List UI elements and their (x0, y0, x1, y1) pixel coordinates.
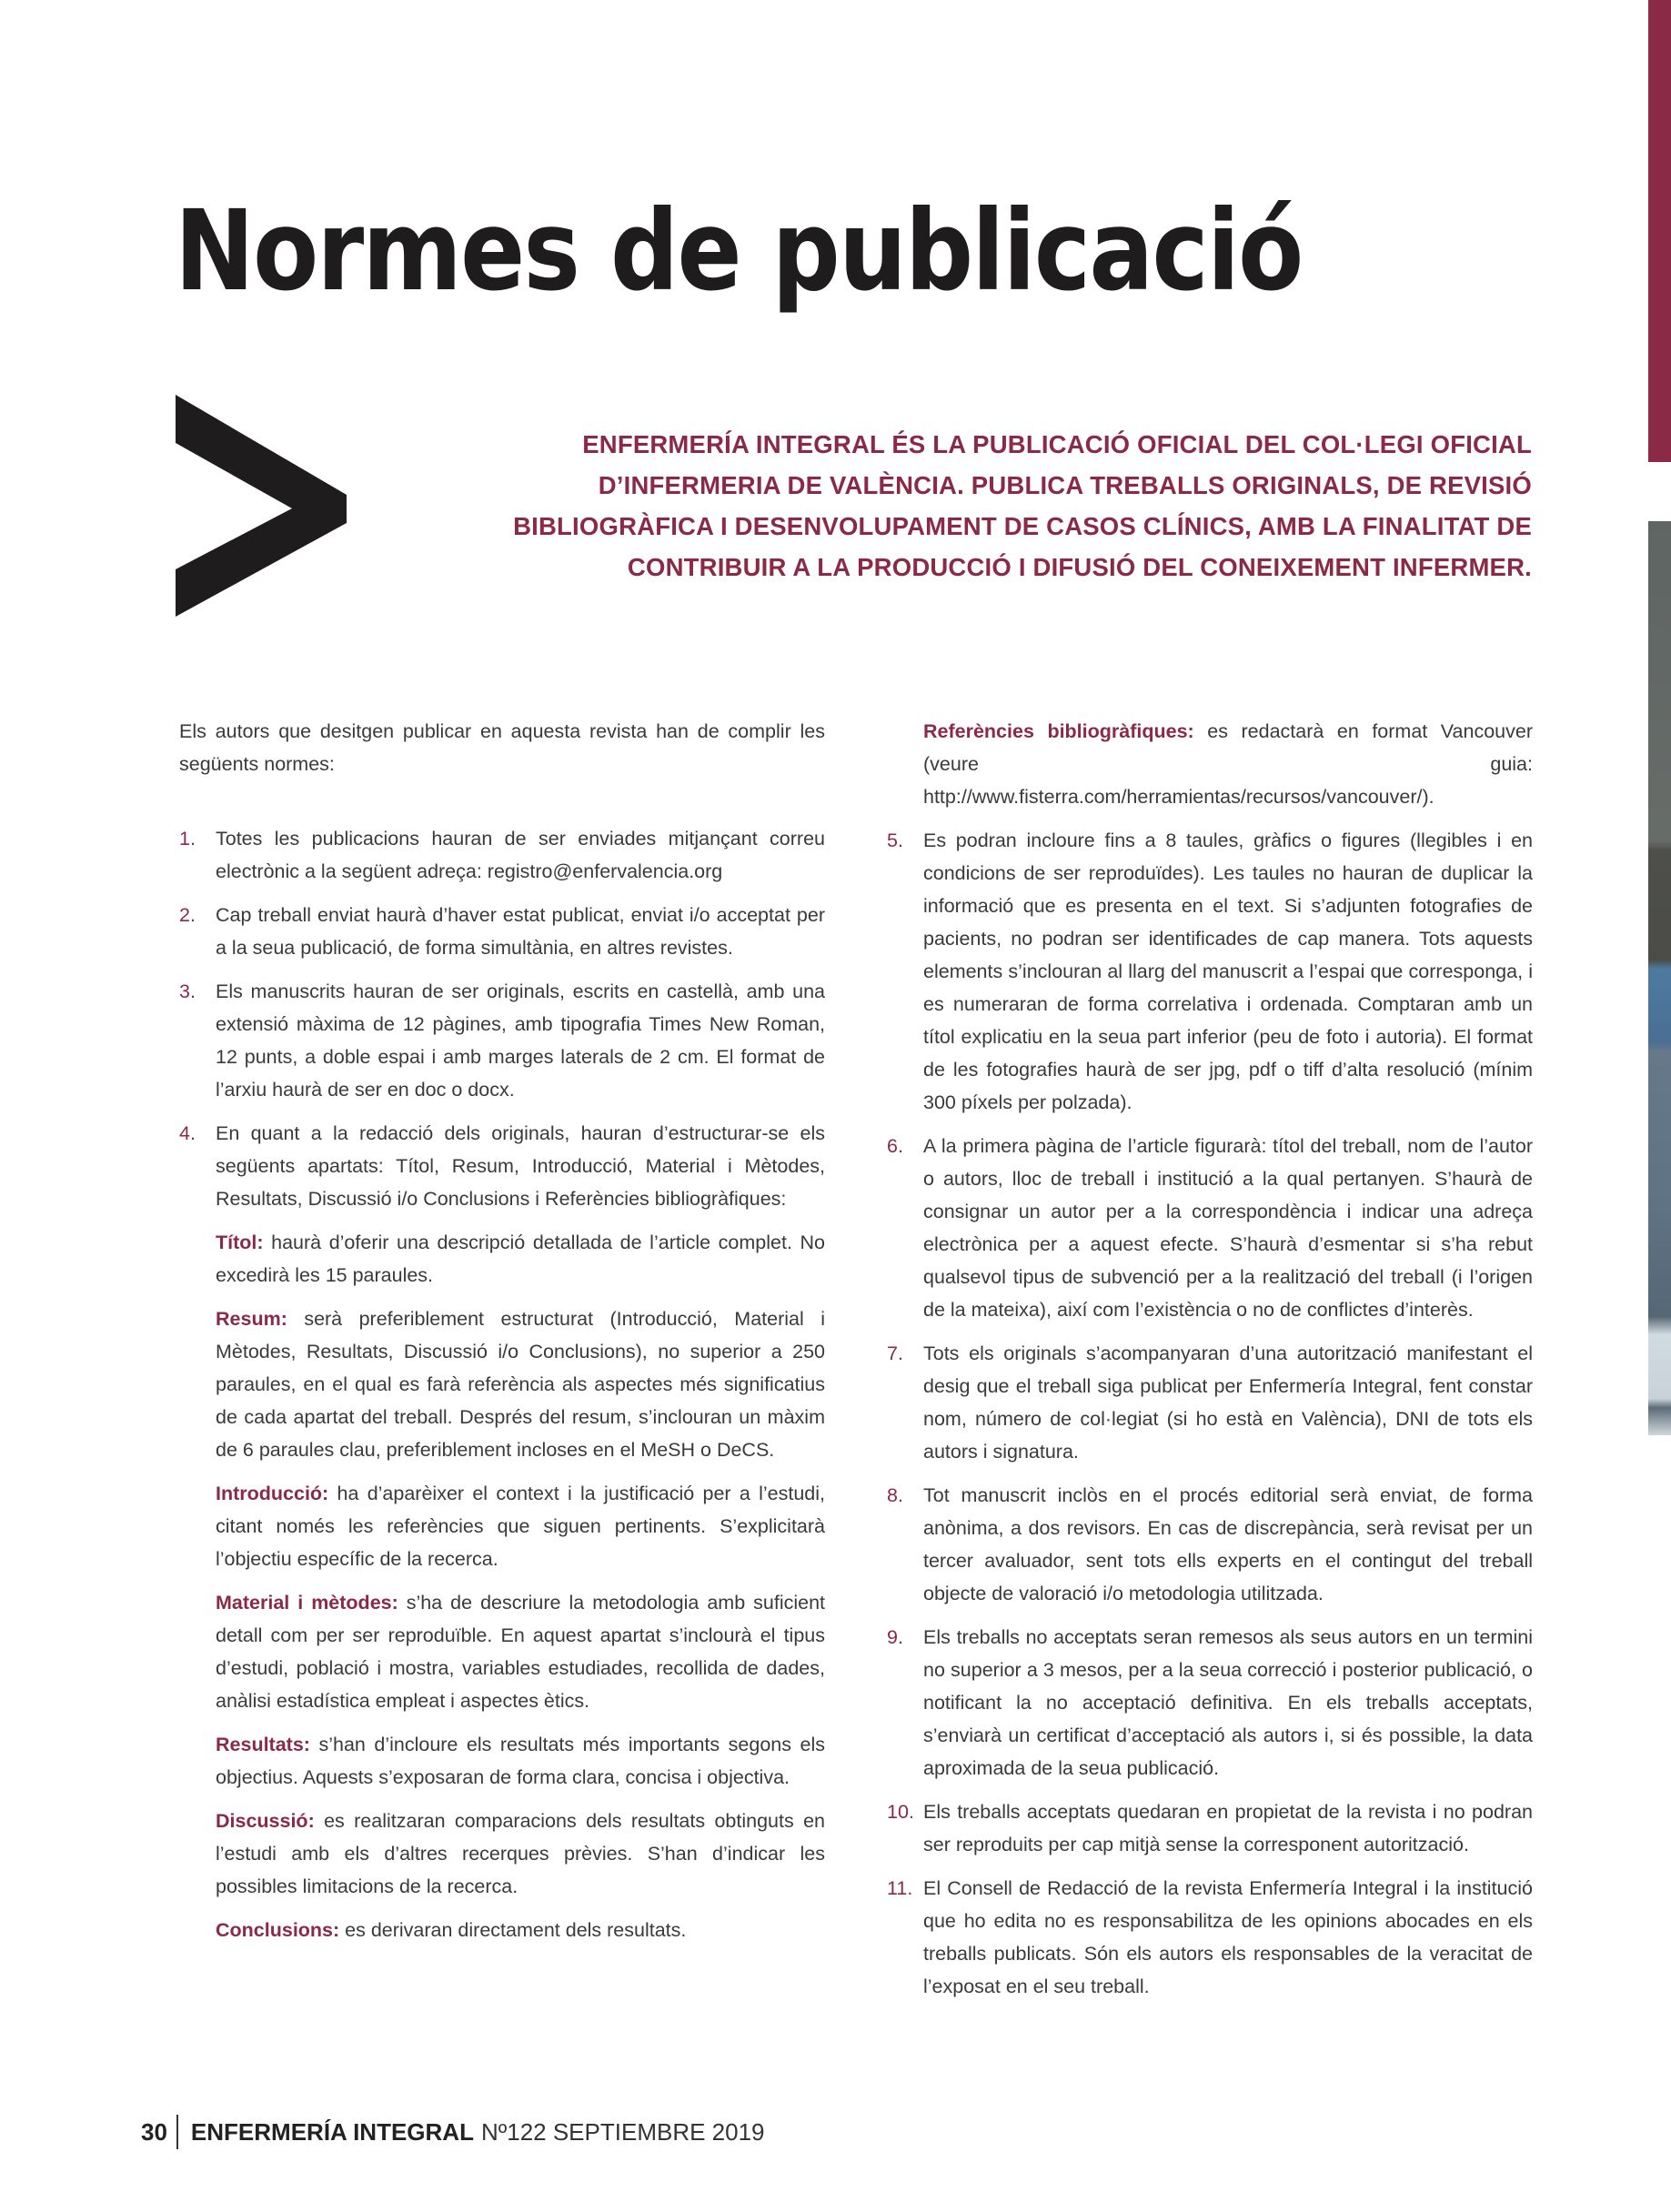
section-text: es redactarà en format Vancouver (veure guia: http://www.fisterra.com/herramientas/recursos/vancouver/). (923, 720, 1533, 808)
list-item (179, 1117, 825, 1215)
left-column (179, 715, 825, 1957)
list-item (887, 1872, 1533, 2003)
list-item (179, 975, 825, 1106)
section-material-metodes (179, 1586, 825, 1717)
item-text: Els manuscrits hauran de ser originals, escrits en castellà, amb una extensió màxima de 12 pàgines, amb tipografia Times New Roman, 12 punts, a doble espai i amb marges laterals de 2 cm. El format de l’arxiu haurà de ser en doc o docx. (216, 980, 825, 1101)
edge-accent-bar (1648, 0, 1671, 462)
page-title: Normes de publicació (175, 186, 1303, 316)
section-text: es derivaran directament dels resultats. (339, 1919, 687, 1941)
issue-info: Nº122 SEPTIEMBRE 2019 (480, 2117, 765, 2146)
item-text: Totes les publicacions hauran de ser enviades mitjançant correu electrònic a la següent adreça: registro@enfervalencia.org (216, 828, 825, 882)
section-label: Discussió: (216, 1810, 315, 1832)
section-resultats (179, 1728, 825, 1794)
item-number: 2. (179, 904, 196, 926)
item-text: El Consell de Redacció de la revista Enfermería Integral i la institució que ho edita no es responsabilitza de les opinions abocades en els treballs publicats. Són els autors els responsables de la veracitat de l’exposat en el seu treball. (923, 1877, 1533, 1997)
section-text: ha d’aparèixer el context i la justificació per a l’estudi, citant només les referències que siguen pertinents. S’explicitarà l’objectiu específic de la recerca. (216, 1483, 825, 1570)
item-text: A la primera pàgina de l’article figurarà: títol del treball, nom de l’autor o autors, lloc de treball i institució a la qual pertanyen. S’haurà de consignar un autor per a la correspondència i indicar una adreça electrònica per a aquest efecte. S’haurà d’esmentar si s’ha rebut qualsevol tipus de subvenció per a la realització del treball (i l’origen de la mateixa), així com l’existència o no de conflictes d’interès. (923, 1135, 1533, 1321)
item-text: En quant a la redacció dels originals, hauran d’estructurar-se els següents apartats: Títol, Resum, Introducció, Material i Mètodes, Resultats, Discussió i/o Conclusions i Referències bibliogràfiques: (216, 1122, 825, 1210)
section-label: Títol: (216, 1232, 264, 1253)
section-referencies (887, 715, 1533, 813)
item-text: Els treballs acceptats quedaran en propietat de la revista i no podran ser reproduits per cap mitjà sense la corresponent autorització. (923, 1801, 1533, 1855)
section-label: Resultats: (216, 1734, 310, 1755)
item-number: 6. (887, 1135, 903, 1157)
section-label: Introducció: (216, 1483, 329, 1504)
edge-photo-strip (1648, 521, 1671, 1435)
item-number: 5. (887, 830, 903, 851)
item-text: Es podran incloure fins a 8 taules, gràfics o figures (llegibles i en condicions de ser reproduïdes). Les taules no hauran de duplicar la informació que es presenta en el text. Si s’adjunten fotografies de pacients, no podran ser identificades de cap manera. Tots aquests elements s’inclouran al llarg del manuscrit a l’espai que corresponga, i es numeraran de forma correlativa i ordenada. Comptaran amb un títol explicatiu en la seua part inferior (peu de foto i autoria). El format de les fotografies haurà de ser jpg, pdf o tiff d’alta resolució (mínim 300 píxels per polzada). (923, 830, 1533, 1113)
item-number: 8. (887, 1484, 903, 1506)
item-number: 3. (179, 980, 196, 1002)
section-label: Material i mètodes: (216, 1592, 398, 1614)
section-text: serà preferiblement estructurat (Introducció, Material i Mètodes, Resultats, Discussió i/o Conclusions), no superior a 250 paraules, en el qual es farà referència als aspectes més significatius de cada apartat del treball. Després del resum, s’inclouran un màxim de 6 paraules clau, preferiblement incloses en el MeSH o DeCS. (216, 1308, 825, 1461)
item-text: Cap treball enviat haurà d’haver estat publicat, enviat i/o acceptat per a la seua publicació, de forma simultània, en altres revistes. (216, 904, 825, 959)
section-text: s’han d’incloure els resultats més importants segons els objectius. Aquests s’exposaran de forma clara, concisa i objectiva. (216, 1734, 825, 1788)
item-number: 7. (887, 1342, 903, 1364)
list-item (179, 822, 825, 888)
section-discussio (179, 1805, 825, 1903)
norms-list-continued (887, 824, 1533, 2003)
list-item (887, 1130, 1533, 1326)
section-conclusions (179, 1914, 825, 1946)
section-label: Resum: (216, 1308, 287, 1330)
section-label: Referències bibliogràfiques: (923, 720, 1194, 742)
section-text: s’ha de descriure la metodologia amb suficient detall com per ser reproduïble. En aquest apartat s’inclourà el tipus d’estudi, població i mostra, variables estudiades, recollida de dades, anàlisi estadística empleat i aspectes ètics. (216, 1592, 826, 1712)
section-introduccio (179, 1477, 825, 1575)
list-item (887, 824, 1533, 1119)
item-text: Els treballs no acceptats seran remesos als seus autors en un termini no superior a 3 mesos, per a la seua correcció i posterior publicació, o notificant la no acceptació definitiva. En els treballs acceptats, s’enviarà un certificat d’acceptació als autors i, si és possible, la data aproximada de la seua publicació. (923, 1626, 1533, 1779)
list-item (179, 899, 825, 964)
item-number: 11. (887, 1877, 913, 1899)
right-column (887, 715, 1533, 2014)
section-titol (179, 1226, 825, 1292)
list-item (887, 1621, 1533, 1785)
list-item (887, 1337, 1533, 1468)
list-item (887, 1795, 1533, 1861)
item-number: 9. (887, 1626, 903, 1648)
page-footer (141, 2115, 765, 2149)
item-number: 10. (887, 1801, 914, 1823)
norms-list (179, 822, 825, 1215)
section-label: Conclusions: (216, 1919, 340, 1941)
item-text: Tot manuscrit inclòs en el procés editorial serà enviat, de forma anònima, a dos revisors. En cas de discrepància, serà revisat per un tercer avaluador, sent tots ells experts en el contingut del treball objecte de valoració i/o metodologia utilitzada. (923, 1484, 1533, 1604)
page-number: 30 (141, 2117, 167, 2146)
list-item (887, 1479, 1533, 1610)
section-text: es realitzaran comparacions dels resultats obtinguts en l’estudi amb els d’altres recerques prèvies. S’han d’indicar les possibles limitacions de la recerca. (216, 1810, 825, 1897)
item-number: 4. (179, 1122, 196, 1144)
item-number: 1. (179, 828, 196, 850)
footer-divider (176, 2115, 178, 2149)
intro-statement: ENFERMERÍA INTEGRAL ÉS LA PUBLICACIÓ OFICIAL DEL COL·LEGI OFICIAL D’INFERMERIA DE VALÈNCIA. PUBLICA TREBALLS ORIGINALS, DE REVISIÓ BIBLIOGRÀFICA I DESENVOLUPAMENT DE CASOS CLÍNICS, AMB LA FINALITAT DE CONTRIBUIR A LA PRODUCCIÓ I DIFUSIÓ DEL CONEIXEMENT INFERMER. (513, 430, 1532, 581)
section-text: haurà d’oferir una descripció detallada de l’article complet. No excedirà les 15 paraules. (216, 1232, 825, 1286)
magazine-name: ENFERMERÍA INTEGRAL (190, 2117, 474, 2146)
chevron-right-icon (176, 395, 348, 617)
section-resum (179, 1302, 825, 1466)
item-text: Tots els originals s’acompanyaran d’una autorització manifestant el desig que el treball siga publicat per Enfermería Integral, fent constar nom, número de col·legiat (si ho està en València), DNI de tots els autors i signatura. (923, 1342, 1533, 1463)
lead-paragraph: Els autors que desitgen publicar en aquesta revista han de complir les següents normes: (179, 720, 825, 775)
